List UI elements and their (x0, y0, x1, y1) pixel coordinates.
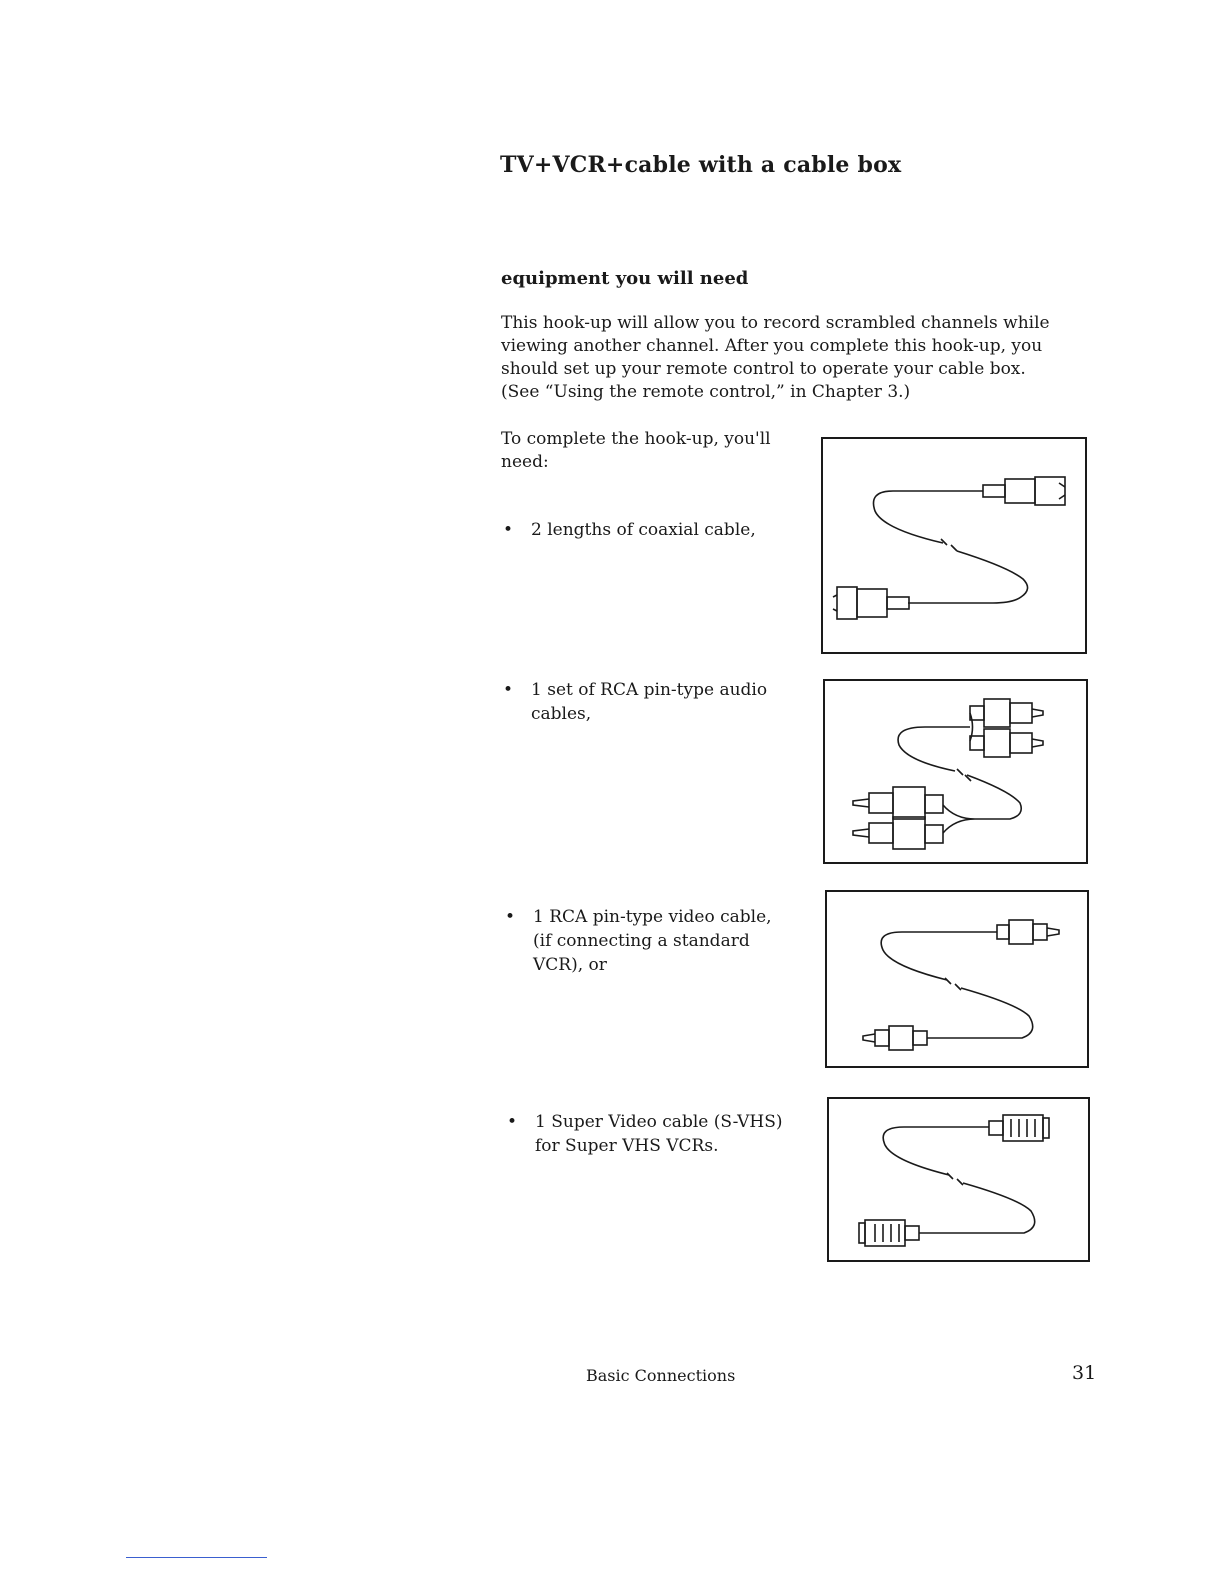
list-item-text: 2 lengths of coaxial cable, (531, 520, 756, 540)
bullet-dot: • (505, 907, 516, 927)
list-item-text: 1 set of RCA pin-type audio cables, (531, 680, 768, 724)
page-number: 31 (1072, 1362, 1097, 1384)
lead-in-text: To complete the hook-up, you'll need: (501, 429, 771, 472)
bullet-dot: • (503, 520, 514, 540)
page-title: TV+VCR+cable with a cable box (500, 152, 902, 178)
bullet-dot: • (507, 1112, 518, 1132)
list-item-rca-audio (503, 678, 783, 726)
footer-section-name: Basic Connections (586, 1366, 736, 1385)
bullet-dot: • (503, 680, 514, 700)
rca-audio-figure (823, 679, 1088, 864)
rca-video-cable-icon (827, 892, 1087, 1066)
s-video-figure (827, 1097, 1090, 1262)
divider (126, 1557, 267, 1558)
list-item-s-video (507, 1110, 807, 1158)
section-heading: equipment you will need (501, 268, 749, 289)
coaxial-cable-icon (823, 439, 1085, 652)
list-item-text: 1 RCA pin-type video cable, (if connecting a standard VCR), or (533, 907, 772, 975)
list-item-coaxial (503, 518, 783, 542)
intro-paragraph: This hook-up will allow you to record scrambled channels while viewing another channel. After you complete this hook-up, you should set up your remote control to operate your cable box. (See “Using the remote control,” in Chapter 3.) (501, 313, 1050, 402)
rca-video-figure (825, 890, 1089, 1068)
s-video-cable-icon (829, 1099, 1088, 1260)
list-item-text: 1 Super Video cable (S-VHS) for Super VHS VCRs. (535, 1112, 783, 1156)
rca-audio-cables-icon (825, 681, 1086, 862)
coaxial-cable-figure (821, 437, 1087, 654)
list-item-rca-video (505, 905, 795, 977)
